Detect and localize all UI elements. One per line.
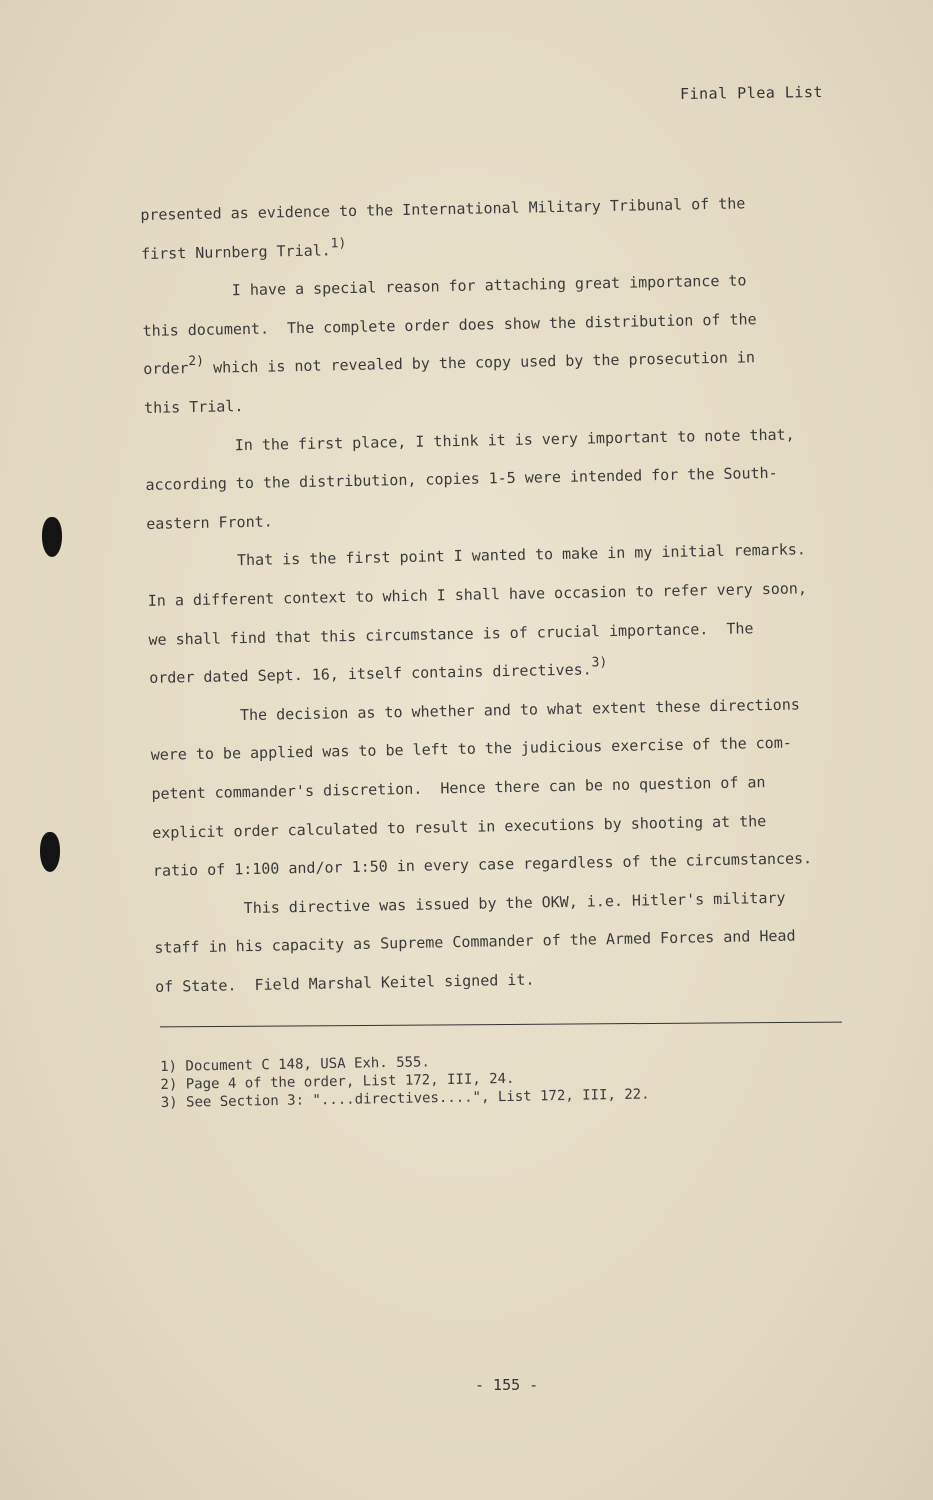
text-line: The decision as to whether and to what extent these directions [239, 695, 800, 724]
text-line: were to be applied was to be left to the judicious exercise of the com- [150, 733, 792, 765]
text-line: according to the distribution, copies 1-5 were intended for the South- [145, 463, 778, 495]
text-line: In a different context to which I shall have occasion to refer very soon, [147, 579, 808, 610]
footnote: 1) Document C 148, USA Exh. 555. [160, 1054, 430, 1075]
text-line: eastern Front. [146, 512, 273, 533]
text-line: I have a special reason for attaching great importance to [231, 271, 747, 300]
footnotes [160, 1047, 801, 1112]
text-line: petent commander's discretion. Hence there can be no question of an [151, 773, 766, 803]
page-header: Final Plea List [679, 83, 824, 103]
text-line: this Trial. [143, 397, 244, 417]
footnote: 2) Page 4 of the order, List 172, III, 24. [160, 1070, 515, 1093]
text-line: ratio of 1:100 and/or 1:50 in every case regardless of the circumstances. [152, 849, 813, 880]
footnote-divider [160, 1022, 842, 1028]
text-line: This directive was issued by the OKW, i.e. Hitler's military [243, 888, 786, 917]
text-line: In the first place, I think it is very important to note that, [234, 425, 795, 454]
text-line: order dated Sept. 16, itself contains directives.$^{3)}$ [149, 655, 608, 688]
text-line: order$^{2)}$ which is not revealed by the copy used by the prosecution in [143, 348, 756, 379]
text-line: this document. The complete order does show the distribution of the [142, 309, 757, 340]
body-text [140, 182, 875, 1006]
text-line: first Nurnberg Trial.$^{1)}$ [140, 235, 347, 263]
text-line: of State. Field Marshal Keitel signed it. [155, 970, 535, 996]
punch-hole-bottom [40, 832, 60, 872]
text-line: That is the first point I wanted to make in my initial remarks. [236, 540, 807, 570]
footnote-ref: 2) [188, 354, 205, 370]
text-line: we shall find that this circumstance is of crucial importance. The [148, 618, 754, 649]
footnote-ref: 3) [591, 655, 608, 671]
text-line: staff in his capacity as Supreme Commander of the Armed Forces and Head [154, 926, 796, 958]
footnote: 3) See Section 3: "....directives....", List 172, III, 22. [160, 1086, 650, 1111]
text-line: explicit order calculated to result in executions by shooting at the [152, 811, 767, 842]
text-line: presented as evidence to the International Military Tribunal of the [140, 194, 746, 224]
footnote-ref: 1) [330, 235, 347, 251]
page-number: - 155 - [475, 1376, 539, 1394]
punch-hole-top [42, 517, 62, 557]
